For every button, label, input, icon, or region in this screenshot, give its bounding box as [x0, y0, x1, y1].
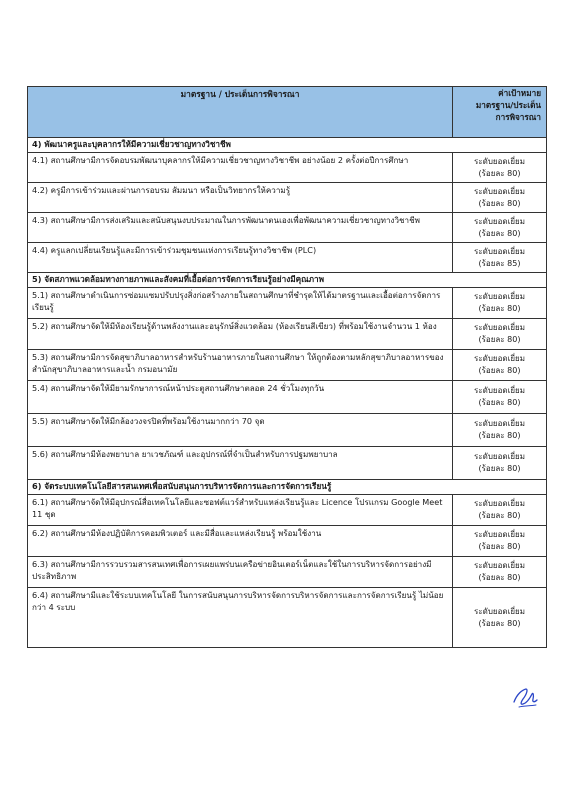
criterion-text: 5.2) สถานศึกษาจัดให้มีห้องเรียนรู้ด้านพลังงานและอนุรักษ์สิ่งแวดล้อม (ห้องเรียนสีเขียว) ที่พร้อมใช้งานจำนวน 1 ห้อง [28, 319, 453, 350]
header-target-line1: ค่าเป้าหมาย [498, 88, 541, 98]
header-criteria: มาตรฐาน / ประเด็นการพิจารณา [28, 87, 453, 138]
target-percent: (ร้อยละ 80) [478, 366, 521, 375]
target-percent: (ร้อยละ 80) [478, 304, 521, 313]
target-level: ระดับยอดเยี่ยม [474, 499, 525, 508]
header-target [453, 87, 547, 138]
table-row [28, 526, 547, 557]
target-level: ระดับยอดเยี่ยม [474, 246, 525, 256]
target-percent: (ร้อยละ 80) [478, 542, 521, 551]
header-target-line2: มาตรฐาน/ประเด็น [475, 99, 541, 110]
target-percent: (ร้อยละ 80) [478, 335, 521, 344]
target-cell [453, 243, 547, 273]
section-title: 6) จัดระบบเทคโนโลยีสารสนเทศเพื่อสนับสนุนการบริหารจัดการและการจัดการเรียนรู้ [28, 480, 547, 495]
criterion-text: 5.4) สถานศึกษาจัดให้มียามรักษาการณ์หน้าประตูสถานศึกษาตลอด 24 ชั่วโมงทุกวัน [28, 381, 453, 414]
target-cell [453, 288, 547, 319]
table-row [28, 557, 547, 588]
table-header-row [28, 87, 547, 138]
target-level: ระดับยอดเยี่ยม [474, 323, 525, 332]
target-cell [453, 526, 547, 557]
header-target-line3: การพิจารณา [495, 111, 541, 122]
target-level: ระดับยอดเยี่ยม [474, 530, 525, 539]
section-title: 5) จัดสภาพแวดล้อมทางกายภาพและสังคมที่เอื้อต่อการจัดการเรียนรู้อย่างมีคุณภาพ [28, 273, 547, 288]
target-cell [453, 183, 547, 213]
target-percent: (ร้อยละ 80) [478, 398, 521, 407]
target-cell [453, 319, 547, 350]
target-level: ระดับยอดเยี่ยม [474, 156, 525, 166]
target-percent: (ร้อยละ 80) [478, 168, 521, 178]
target-level: ระดับยอดเยี่ยม [474, 292, 525, 301]
table-row [28, 588, 547, 648]
criterion-text: 5.3) สถานศึกษามีการจัดสุขาภิบาลอาหารสำหรับร้านอาหารภายในสถานศึกษา ให้ถูกต้องตามหลักสุขาภิบาลอาหารของสำนักสุขาภิบาลอาหารและน้ำ กรมอนามัย [28, 350, 453, 381]
table-row [28, 153, 547, 183]
standards-table [27, 86, 547, 648]
target-percent: (ร้อยละ 80) [478, 511, 521, 520]
target-percent: (ร้อยละ 80) [478, 198, 521, 208]
target-cell [453, 213, 547, 243]
target-cell [453, 557, 547, 588]
table-row [28, 243, 547, 273]
table-row [28, 447, 547, 480]
target-cell [453, 588, 547, 648]
target-cell [453, 381, 547, 414]
criterion-text: 6.1) สถานศึกษาจัดให้มีอุปกรณ์สื่อเทคโนโลยีและซอฟต์แวร์สำหรับแหล่งเรียนรู้และ Licence โปรแกรม Google Meet 11 ชุด [28, 495, 453, 526]
target-level: ระดับยอดเยี่ยม [474, 419, 525, 428]
target-percent: (ร้อยละ 80) [478, 573, 521, 582]
target-percent: (ร้อยละ 80) [478, 228, 521, 238]
table-row [28, 213, 547, 243]
criterion-text: 4.3) สถานศึกษามีการส่งเสริมและสนับสนุนงบประมาณในการพัฒนาตนเองเพื่อพัฒนาความเชี่ยวชาญทางวิชาชีพ [28, 213, 453, 243]
target-cell [453, 414, 547, 447]
section-row [28, 273, 547, 288]
criterion-text: 4.4) ครูแลกเปลี่ยนเรียนรู้และมีการเข้าร่วมชุมชนแห่งการเรียนรู้ทางวิชาชีพ (PLC) [28, 243, 453, 273]
target-percent: (ร้อยละ 85) [478, 258, 521, 268]
target-level: ระดับยอดเยี่ยม [474, 386, 525, 395]
table-row [28, 288, 547, 319]
target-cell [453, 447, 547, 480]
table-row [28, 183, 547, 213]
target-percent: (ร้อยละ 80) [478, 618, 521, 628]
section-row [28, 480, 547, 495]
criterion-text: 6.4) สถานศึกษามีและใช้ระบบเทคโนโลยี ในการสนับสนุนการบริหารจัดการบริหารจัดการและการจัดการเรียนรู้ ไม่น้อยกว่า 4 ระบบ [28, 588, 453, 648]
target-level: ระดับยอดเยี่ยม [474, 561, 525, 570]
table-row [28, 414, 547, 447]
target-level: ระดับยอดเยี่ยม [474, 452, 525, 461]
criterion-text: 5.6) สถานศึกษามีห้องพยาบาล ยาเวชภัณฑ์ และอุปกรณ์ที่จำเป็นสำหรับการปฐมพยาบาล [28, 447, 453, 480]
criterion-text: 5.5) สถานศึกษาจัดให้มีกล้องวงจรปิดที่พร้อมใช้งานมากกว่า 70 จุด [28, 414, 453, 447]
target-cell [453, 495, 547, 526]
target-cell [453, 153, 547, 183]
table-row [28, 319, 547, 350]
criterion-text: 6.3) สถานศึกษามีการรวบรวมสารสนเทศเพื่อการเผยแพร่บนเครือข่ายอินเตอร์เน็ตและใช้ในการบริหารจัดการอย่างมีประสิทธิภาพ [28, 557, 453, 588]
criterion-text: 5.1) สถานศึกษาดำเนินการซ่อมแซมปรับปรุงสิ่งก่อสร้างภายในสถานศึกษาที่ชำรุดให้ได้มาตรฐานและเอื้อต่อการจัดการเรียนรู้ [28, 288, 453, 319]
target-cell [453, 350, 547, 381]
table-row [28, 350, 547, 381]
section-row [28, 138, 547, 153]
target-level: ระดับยอดเยี่ยม [474, 186, 525, 196]
target-level: ระดับยอดเยี่ยม [474, 216, 525, 226]
criterion-text: 6.2) สถานศึกษามีห้องปฏิบัติการคอมพิวเตอร์ และมีสื่อและแหล่งเรียนรู้ พร้อมใช้งาน [28, 526, 453, 557]
target-level: ระดับยอดเยี่ยม [474, 606, 525, 616]
section-title: 4) พัฒนาครูและบุคลากรให้มีความเชี่ยวชาญทางวิชาชีพ [28, 138, 547, 153]
target-level: ระดับยอดเยี่ยม [474, 354, 525, 363]
criterion-text: 4.2) ครูมีการเข้าร่วมและผ่านการอบรม สัมมนา หรือเป็นวิทยากรให้ความรู้ [28, 183, 453, 213]
target-percent: (ร้อยละ 80) [478, 431, 521, 440]
criterion-text: 4.1) สถานศึกษามีการจัดอบรมพัฒนาบุคลากรให้มีความเชี่ยวชาญทางวิชาชีพ อย่างน้อย 2 ครั้งต่อปีการศึกษา [28, 153, 453, 183]
table-row [28, 495, 547, 526]
table-row [28, 381, 547, 414]
target-percent: (ร้อยละ 80) [478, 464, 521, 473]
signature-initials-icon [508, 680, 540, 712]
